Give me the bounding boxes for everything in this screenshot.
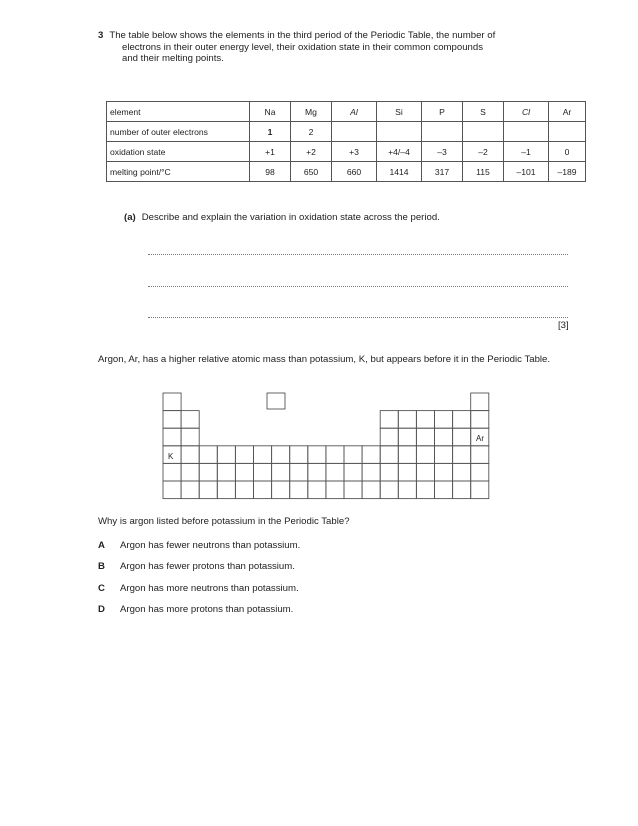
periodic-table-cell (254, 463, 272, 481)
periodic-table-cell (471, 428, 489, 446)
intro-line-3: and their melting points. (122, 53, 224, 64)
table-cell: –3 (422, 142, 463, 162)
periodic-table-cell (308, 446, 326, 464)
argon-cell-label: Ar (476, 434, 484, 443)
periodic-table-cell (217, 463, 235, 481)
periodic-table-cell (471, 463, 489, 481)
periodic-table-cell (308, 463, 326, 481)
periodic-table-cell (163, 446, 181, 464)
periodic-table-cell (471, 393, 489, 411)
periodic-table-cell (199, 446, 217, 464)
table-cell (463, 122, 504, 142)
table-cell: 115 (463, 162, 504, 182)
table-cell (332, 122, 377, 142)
periodic-table-cell (217, 446, 235, 464)
periodic-table-cell (199, 481, 217, 499)
element-header: Mg (291, 102, 332, 122)
mcq-option-c[interactable] (98, 583, 299, 594)
periodic-table-cell (416, 463, 434, 481)
element-header: Ar (549, 102, 586, 122)
periodic-table-cell (181, 428, 199, 446)
table-cell: +2 (291, 142, 332, 162)
periodic-table-cell (272, 463, 290, 481)
periodic-table-cell (235, 481, 253, 499)
table-cell: 2 (291, 122, 332, 142)
periodic-table-cell (181, 463, 199, 481)
element-header: Si (377, 102, 422, 122)
periodic-table-cell (326, 481, 344, 499)
intro-line-1: The table below shows the elements in the third period of the Periodic Table, the number of (109, 30, 496, 41)
table-cell (549, 122, 586, 142)
table-cell: 1414 (377, 162, 422, 182)
periodic-table-cell (416, 428, 434, 446)
table-cell: 0 (549, 142, 586, 162)
answer-line[interactable] (148, 286, 568, 287)
periodic-table-cell (272, 446, 290, 464)
periodic-table-cell (435, 428, 453, 446)
element-header: Al (332, 102, 377, 122)
periodic-table-cell (290, 463, 308, 481)
element-header: Cl (504, 102, 549, 122)
periodic-table-cell (181, 411, 199, 429)
table-row (107, 162, 586, 182)
periodic-table-cell (217, 481, 235, 499)
periodic-table-cell (453, 428, 471, 446)
question-number: 3 (98, 30, 104, 41)
period-3-table (106, 101, 586, 182)
periodic-table-cell (181, 481, 199, 499)
mcq-option-b[interactable] (98, 561, 295, 572)
part-a-label: (a) (124, 212, 136, 223)
periodic-table-cell (235, 446, 253, 464)
row-label: number of outer electrons (107, 122, 250, 142)
part-a-question (124, 212, 440, 223)
periodic-table-cell (380, 481, 398, 499)
element-header: P (422, 102, 463, 122)
periodic-table-cell (272, 481, 290, 499)
marks-label: [3] (558, 320, 569, 331)
table-cell: +3 (332, 142, 377, 162)
element-header: S (463, 102, 504, 122)
option-text: Argon has more neutrons than potassium. (120, 583, 299, 594)
table-row (107, 142, 586, 162)
periodic-table-cell (453, 446, 471, 464)
table-cell (377, 122, 422, 142)
periodic-table-cell (453, 411, 471, 429)
periodic-table-cell (416, 411, 434, 429)
row-label: melting point/°C (107, 162, 250, 182)
mcq-option-a[interactable] (98, 540, 300, 551)
periodic-table-cell (453, 463, 471, 481)
periodic-table-cell (471, 411, 489, 429)
option-text: Argon has fewer protons than potassium. (120, 561, 295, 572)
periodic-table-cell (163, 463, 181, 481)
periodic-table-cell (380, 411, 398, 429)
table-cell: 98 (250, 162, 291, 182)
element-header: Na (250, 102, 291, 122)
option-letter: C (98, 583, 105, 594)
periodic-table-cell (362, 446, 380, 464)
periodic-table-cell (344, 481, 362, 499)
periodic-table-cell (362, 481, 380, 499)
answer-line[interactable] (148, 254, 568, 255)
periodic-table-cell (308, 481, 326, 499)
periodic-table-cell (435, 463, 453, 481)
periodic-table-cell (290, 481, 308, 499)
argon-statement: Argon, Ar, has a higher relative atomic mass than potassium, K, but appears before it in the Periodic Table. (98, 354, 551, 365)
potassium-cell-label: K (168, 452, 174, 461)
option-letter: A (98, 540, 105, 551)
empty-key-box (267, 393, 285, 409)
option-letter: B (98, 561, 105, 572)
table-cell: –2 (463, 142, 504, 162)
mcq-question: Why is argon listed before potassium in the Periodic Table? (98, 516, 350, 527)
periodic-table-cell (326, 463, 344, 481)
option-text: Argon has fewer neutrons than potassium. (120, 540, 301, 551)
periodic-table-cell (326, 446, 344, 464)
periodic-table-cell (471, 481, 489, 499)
answer-line[interactable] (148, 317, 568, 318)
table-header-row (107, 102, 586, 122)
periodic-table-cell (453, 481, 471, 499)
periodic-table-cell (398, 463, 416, 481)
periodic-table-cell (344, 446, 362, 464)
question-intro (98, 30, 538, 65)
table-cell: 1 (250, 122, 291, 142)
periodic-table-cell (235, 463, 253, 481)
table-cell: –101 (504, 162, 549, 182)
option-text: Argon has more protons than potassium. (120, 604, 294, 615)
periodic-table-cell (435, 481, 453, 499)
periodic-table-cell (435, 446, 453, 464)
part-a-text: Describe and explain the variation in oxidation state across the period. (141, 212, 440, 223)
table-cell: +1 (250, 142, 291, 162)
table-cell (504, 122, 549, 142)
table-row (107, 122, 586, 142)
intro-line-2: electrons in their outer energy level, their oxidation state in their common compounds (122, 41, 484, 53)
periodic-table-cell (290, 446, 308, 464)
table-cell: –1 (504, 142, 549, 162)
periodic-table-cell (398, 428, 416, 446)
periodic-table-cell (254, 481, 272, 499)
periodic-table-cell (163, 428, 181, 446)
table-header-label: element (107, 102, 250, 122)
periodic-table-cell (254, 446, 272, 464)
table-cell: 650 (291, 162, 332, 182)
periodic-table-cell (435, 411, 453, 429)
periodic-table-cell (416, 481, 434, 499)
periodic-table-grid (163, 393, 489, 499)
table-cell: 317 (422, 162, 463, 182)
table-cell (422, 122, 463, 142)
periodic-table-cell (199, 463, 217, 481)
periodic-table-cell (398, 411, 416, 429)
table-cell: 660 (332, 162, 377, 182)
periodic-table-cell (362, 463, 380, 481)
mcq-option-d[interactable] (98, 604, 293, 615)
periodic-table-cell (380, 463, 398, 481)
option-letter: D (98, 604, 105, 615)
table-cell: –189 (549, 162, 586, 182)
periodic-table-cell (380, 428, 398, 446)
periodic-table-cell (163, 481, 181, 499)
periodic-table-cell (398, 481, 416, 499)
periodic-table-cell (163, 393, 181, 411)
periodic-table-cell (471, 446, 489, 464)
table-cell: +4/–4 (377, 142, 422, 162)
periodic-table-cell (380, 446, 398, 464)
periodic-table-cell (416, 446, 434, 464)
periodic-table-cell (163, 411, 181, 429)
periodic-table-cell (398, 446, 416, 464)
periodic-table-cell (181, 446, 199, 464)
row-label: oxidation state (107, 142, 250, 162)
periodic-table-cell (344, 463, 362, 481)
